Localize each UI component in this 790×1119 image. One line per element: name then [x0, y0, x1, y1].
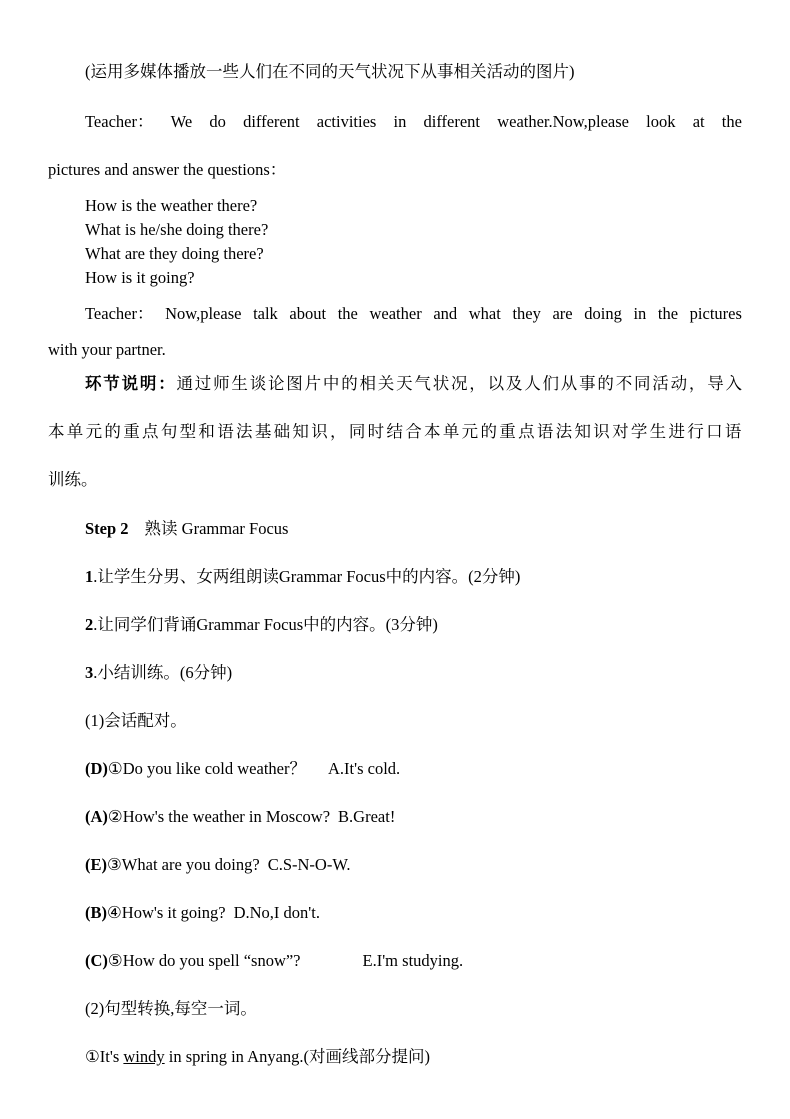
teacher-word: weather.Now,please: [497, 112, 629, 131]
explanation-line-2: [48, 422, 742, 442]
teacher-word: talk: [253, 304, 278, 323]
transform-item: [85, 1047, 430, 1067]
match-option: D.No,I don't.: [233, 903, 320, 922]
teacher-word: at: [692, 112, 705, 131]
teacher-word: the: [337, 304, 358, 323]
teacher-line-2: [85, 304, 742, 324]
match-answer: (D): [85, 759, 108, 778]
step2-label: Step 2: [85, 519, 129, 538]
part1-title: [85, 711, 187, 731]
explanation-text: 训练。: [48, 470, 98, 489]
question-text: How is the weather there?: [85, 196, 258, 215]
task-text: .小结训练。(6分钟): [93, 663, 233, 682]
task-number: 2: [85, 615, 94, 634]
task-text: .让学生分男、女两组朗读Grammar Focus中的内容。(2分钟): [93, 567, 521, 586]
teacher-word: and: [433, 304, 458, 323]
question-text: How is it going?: [85, 268, 195, 287]
teacher-label: Teacher：: [85, 304, 154, 323]
transform-note: (对画线部分提问): [303, 1047, 431, 1066]
teacher-word: are: [552, 304, 573, 323]
teacher-word: the: [721, 112, 742, 131]
match-row: [85, 807, 395, 827]
match-row: [85, 951, 463, 971]
match-question: ③What are you doing?: [107, 855, 260, 874]
task-number: 3: [85, 663, 94, 682]
match-option: A.It's cold.: [327, 759, 401, 778]
teacher-word: different: [243, 112, 300, 131]
question-item: [85, 268, 195, 288]
teacher-word: in: [633, 304, 647, 323]
question-item: [85, 196, 257, 216]
transform-underlined-word: windy: [123, 1047, 165, 1066]
teacher-line-2-continuation: [48, 340, 166, 360]
teacher-label: Teacher：: [85, 112, 154, 131]
part2-title-text: (2)句型转换,每空一词。: [85, 999, 257, 1018]
task-item: [85, 663, 232, 683]
teacher-word: activities: [316, 112, 377, 131]
match-answer: (A): [85, 807, 108, 826]
teacher-line-1: [85, 112, 742, 132]
transform-suffix: in spring in Anyang.: [164, 1047, 304, 1066]
task-item: [85, 567, 520, 587]
teacher-word: they: [512, 304, 541, 323]
task-item: [85, 615, 438, 635]
teacher-word: look: [646, 112, 676, 131]
teacher-word: weather: [369, 304, 422, 323]
explanation-text: 通过师生谈论图片中的相关天气状况，以及人们从事的不同活动，导入: [176, 374, 743, 393]
match-answer: (B): [85, 903, 107, 922]
transform-prefix: ①It's: [85, 1047, 124, 1066]
teacher-continuation-text: with your partner.: [48, 340, 166, 359]
explanation-line-3: [48, 470, 98, 490]
match-option: C.S-N-O-W.: [267, 855, 351, 874]
match-row: [85, 855, 351, 875]
match-question: ②How's the weather in Moscow?: [107, 807, 331, 826]
task-number: 1: [85, 567, 94, 586]
explanation-text: 本单元的重点句型和语法基础知识，同时结合本单元的重点语法知识对学生进行口语: [48, 422, 742, 441]
match-option: B.Great!: [338, 807, 396, 826]
teacher-continuation-text: pictures and answer the questions：: [48, 160, 287, 179]
step2-heading: [85, 519, 288, 539]
part1-title-text: (1)会话配对。: [85, 711, 187, 730]
match-question: ⑤How do you spell “snow”?: [107, 951, 301, 970]
task-text: .让同学们背诵Grammar Focus中的内容。(3分钟): [93, 615, 438, 634]
match-question: ①Do you like cold weather？: [107, 759, 306, 778]
question-item: [85, 220, 268, 240]
teacher-word: doing: [584, 304, 622, 323]
question-item: [85, 244, 264, 264]
teacher-word: what: [468, 304, 501, 323]
intro-note-text: (运用多媒体播放一些人们在不同的天气状况下从事相关活动的图片): [85, 62, 575, 81]
intro-note: [85, 62, 705, 82]
question-text: What is he/she doing there?: [85, 220, 269, 239]
step2-title: 熟读 Grammar Focus: [144, 519, 289, 538]
teacher-word: in: [393, 112, 407, 131]
explanation-label: 环节说明：: [85, 374, 177, 393]
question-text: What are they doing there?: [85, 244, 264, 263]
teacher-word: do: [209, 112, 226, 131]
match-row: [85, 759, 400, 779]
teacher-word: Now,please: [165, 304, 242, 323]
teacher-word: about: [289, 304, 327, 323]
match-answer: (E): [85, 855, 107, 874]
match-answer: (C): [85, 951, 108, 970]
teacher-word: different: [423, 112, 481, 131]
explanation-line-1: [85, 374, 742, 394]
match-question: ④How's it going?: [107, 903, 226, 922]
teacher-word: pictures: [689, 304, 742, 323]
teacher-word: We: [170, 112, 193, 131]
part2-title: [85, 999, 257, 1019]
teacher-line-1-continuation: [48, 160, 286, 180]
match-row: [85, 903, 320, 923]
match-option: E.I'm studying.: [362, 951, 464, 970]
teacher-word: the: [657, 304, 679, 323]
